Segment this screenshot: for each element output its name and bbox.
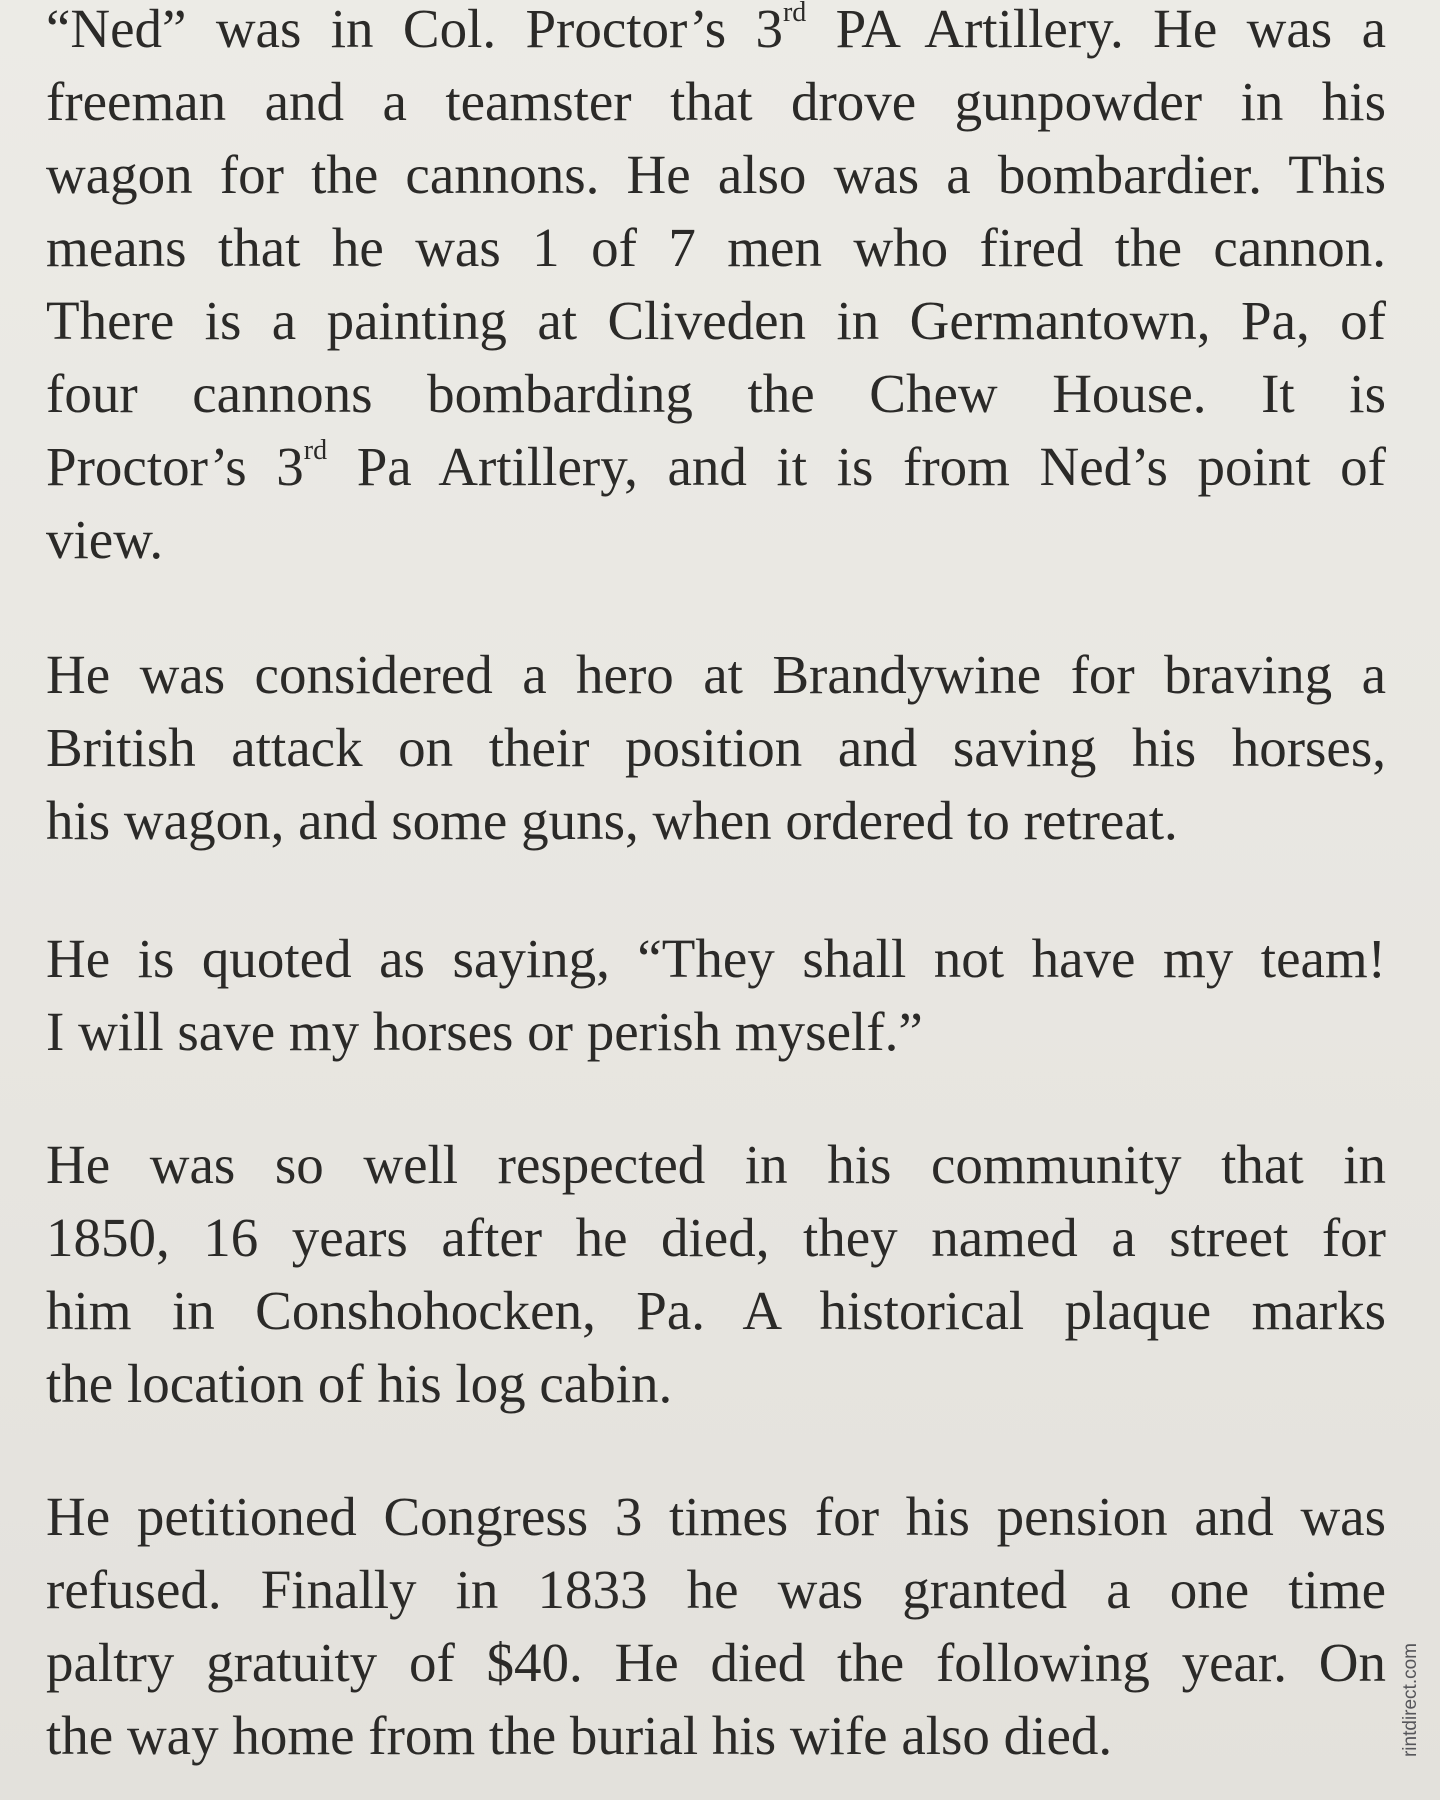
text-run: British attack on their position and saving his horses, — [46, 717, 1386, 778]
text-line — [46, 211, 1386, 284]
text-run: freeman and a teamster that drove gunpowder in his — [46, 71, 1386, 132]
text-line — [46, 1128, 1386, 1201]
text-line — [46, 284, 1386, 357]
text-line — [46, 1274, 1386, 1347]
paragraph — [46, 638, 1386, 857]
text-line — [46, 1201, 1386, 1274]
text-run: wagon for the cannons. He also was a bombardier. This — [46, 144, 1386, 205]
text-run: view. — [46, 509, 164, 570]
paragraph — [46, 1480, 1386, 1772]
text-run: his wagon, and some guns, when ordered to retreat. — [46, 790, 1178, 851]
text-line — [46, 138, 1386, 211]
text-run: He was so well respected in his community that in — [46, 1134, 1386, 1195]
text-line — [46, 922, 1386, 995]
text-line — [46, 784, 1386, 857]
text-line — [46, 1699, 1386, 1772]
text-line — [46, 1347, 1386, 1420]
text-run: Proctor’s 3 — [46, 436, 304, 497]
text-line — [46, 1626, 1386, 1699]
text-run: He is quoted as saying, “They shall not have my team! — [46, 928, 1386, 989]
text-run: I will save my horses or perish myself.” — [46, 1001, 923, 1062]
text-run: him in Conshohocken, Pa. A historical plaque marks — [46, 1280, 1386, 1341]
ordinal-suffix: rd — [303, 435, 328, 466]
text-line — [46, 1553, 1386, 1626]
text-run: Pa Artillery, and it is from Ned’s point of — [327, 436, 1386, 497]
text-run: refused. Finally in 1833 he was granted a one time — [46, 1559, 1386, 1620]
text-run: four cannons bombarding the Chew House. It is — [46, 363, 1386, 424]
ordinal-suffix: rd — [782, 0, 807, 28]
text-line — [46, 503, 1386, 576]
text-run: He petitioned Congress 3 times for his pension and was — [46, 1486, 1386, 1547]
text-line — [46, 357, 1386, 430]
text-run: “Ned” was in Col. Proctor’s 3 — [46, 0, 783, 59]
text-run: the way home from the burial his wife also died. — [46, 1705, 1113, 1766]
printer-watermark — [1396, 1600, 1426, 1800]
paragraph — [46, 1128, 1386, 1420]
text-run: PA Artillery. He was a — [806, 0, 1386, 59]
text-run: means that he was 1 of 7 men who fired the cannon. — [46, 217, 1386, 278]
text-line — [46, 995, 1386, 1068]
text-run: He was considered a hero at Brandywine for braving a — [46, 644, 1386, 705]
text-run: the location of his log cabin. — [46, 1353, 673, 1414]
text-run: There is a painting at Cliveden in Germantown, Pa, of — [46, 290, 1386, 351]
watermark-text: rintdirect.com — [1400, 1642, 1421, 1758]
text-panel — [46, 0, 1386, 1800]
paragraph — [46, 0, 1386, 576]
text-line — [46, 638, 1386, 711]
text-line — [46, 711, 1386, 784]
text-line — [46, 0, 1386, 65]
text-line — [46, 65, 1386, 138]
text-run: paltry gratuity of $40. He died the following year. On — [46, 1632, 1386, 1693]
paragraph — [46, 922, 1386, 1068]
text-run: 1850, 16 years after he died, they named a street for — [46, 1207, 1386, 1268]
text-line — [46, 1480, 1386, 1553]
text-line — [46, 430, 1386, 503]
